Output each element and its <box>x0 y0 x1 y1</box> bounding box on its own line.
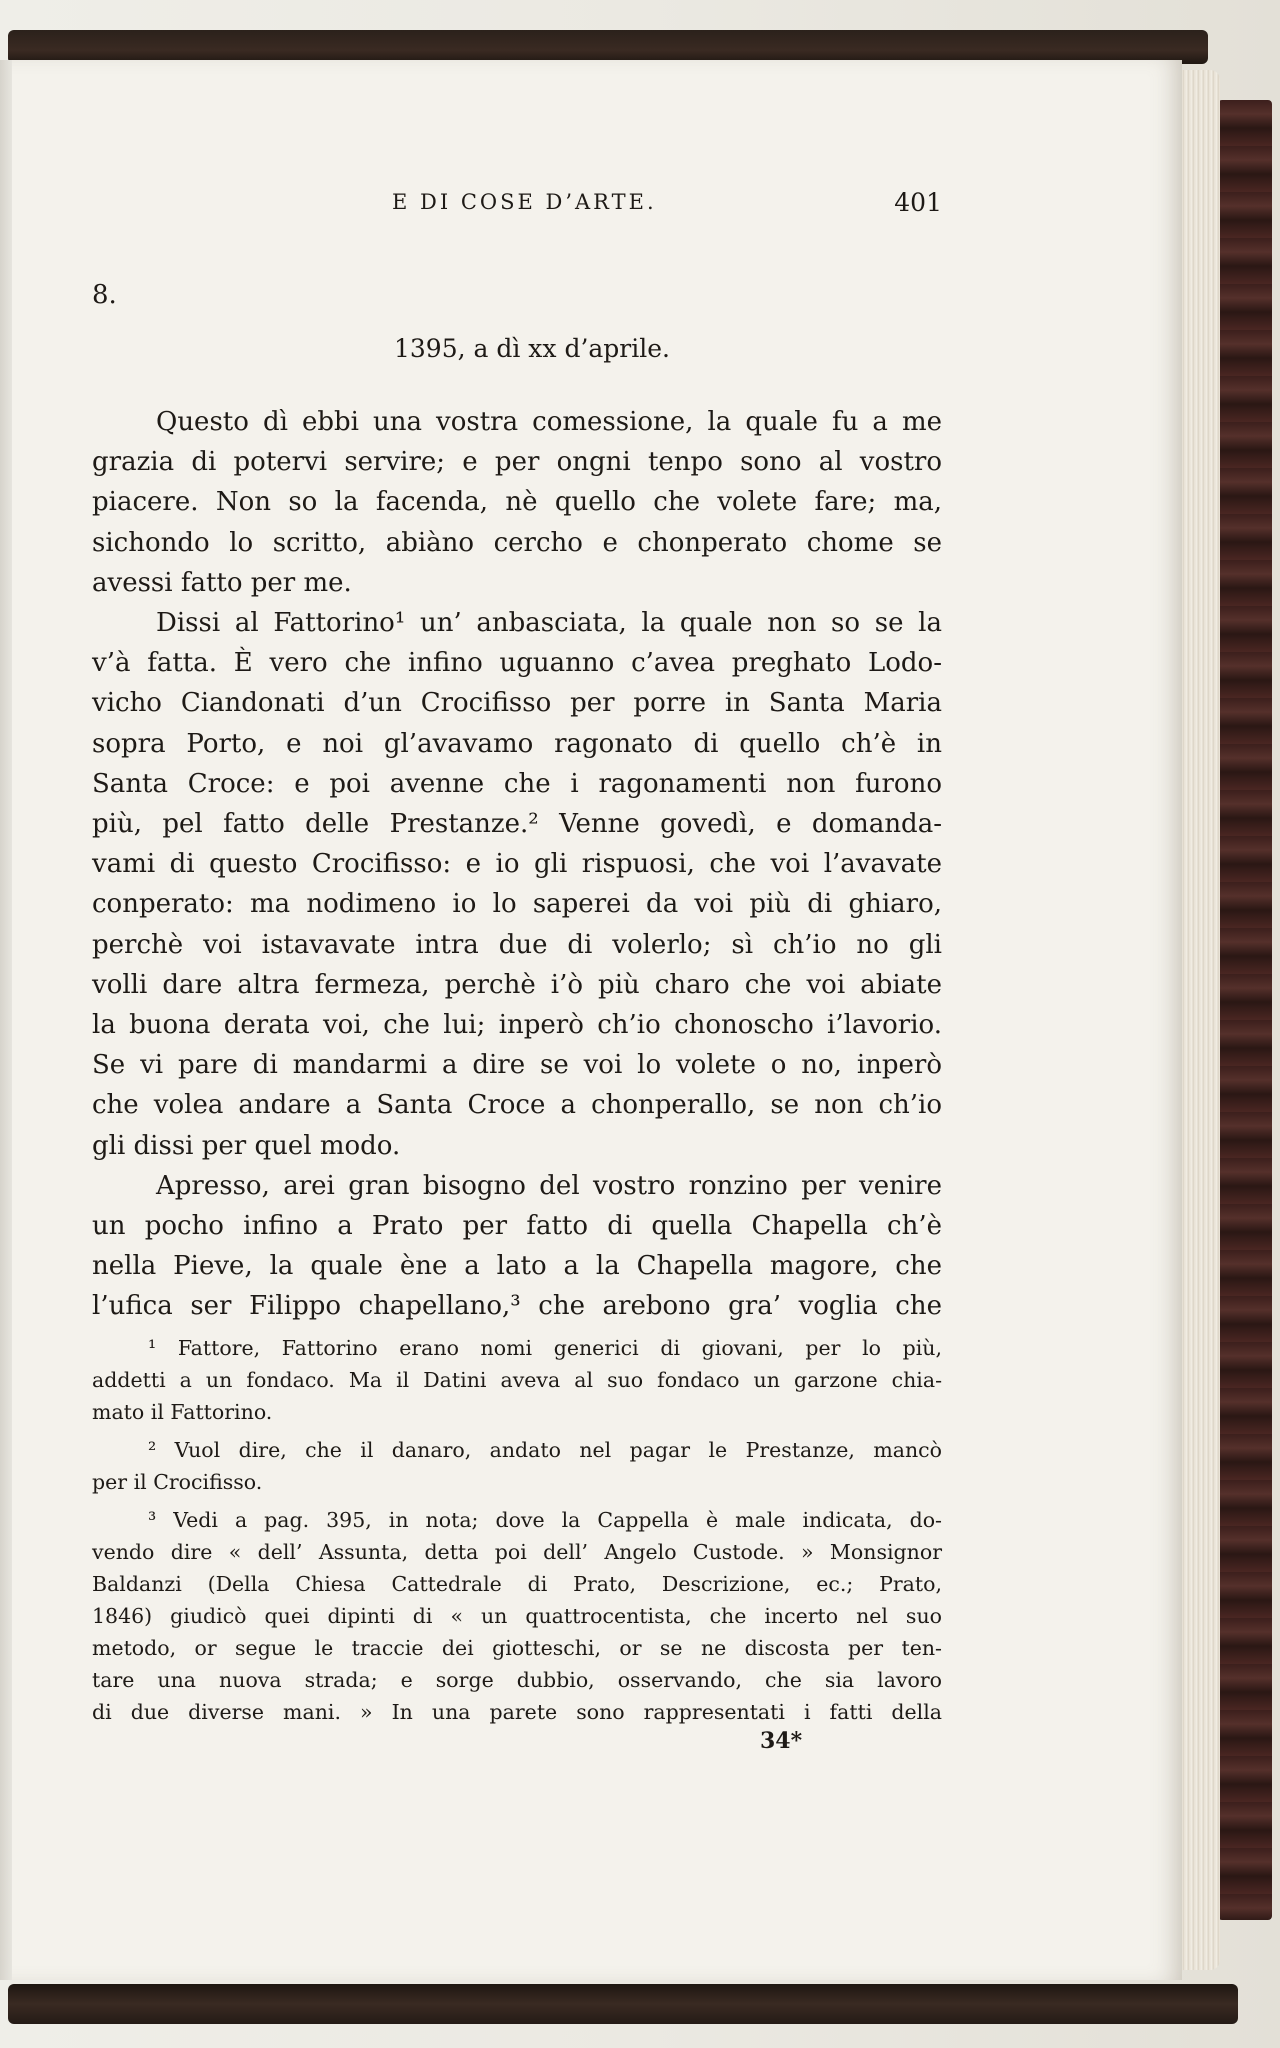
body-line: sichondo lo scritto, abiàno cercho e chonperato chome se <box>92 527 942 558</box>
document-number: 8. <box>92 280 117 310</box>
letter-body <box>92 402 942 1327</box>
footnote-1-line: mato il Fattorino. <box>92 1400 273 1424</box>
body-line: v’à fatta. È vero che infino uguanno c’avea preghato Lodo- <box>92 648 942 679</box>
book-binding-right <box>1218 100 1272 1920</box>
body-line: Se vi pare di mandarmi a dire se voi lo volete o no, inperò <box>92 1050 942 1081</box>
body-line: vicho Ciandonati d’un Crocifisso per porre in Santa Maria <box>92 688 942 719</box>
footnote-3-line: ³ Vedi a pag. 395, in nota; dove la Cappella è male indicata, do- <box>148 1508 942 1532</box>
footnotes <box>92 1332 942 1728</box>
footnote-3-line: vendo dire « dell’ Assunta, detta poi dell’ Angelo Custode. » Monsignor <box>92 1540 942 1564</box>
body-line: nella Pieve, la quale ène a lato a la Chapella magore, che <box>92 1251 942 1282</box>
body-line: l’ufica ser Filippo chapellano,³ che arebono gra’ voglia che <box>92 1291 942 1322</box>
body-line: sopra Porto, e noi gl’avavamo ragonato di quello ch’è in <box>92 728 942 759</box>
body-line: la buona derata voi, che lui; inperò ch’io chonoscho i’lavorio. <box>92 1010 942 1041</box>
page-header <box>92 190 942 230</box>
body-line: gli dissi per quel modo. <box>92 1130 401 1161</box>
body-line: piacere. Non so la facenda, nè quello che volete fare; ma, <box>92 487 942 518</box>
footnote-3-line: Baldanzi (Della Chiesa Cattedrale di Prato, Descrizione, ec.; Prato, <box>92 1572 942 1596</box>
body-line: Santa Croce: e poi avenne che i ragonamenti non furono <box>92 768 942 799</box>
body-line: volli dare altra fermeza, perchè i’ò più charo che voi abiate <box>92 969 942 1000</box>
footnote-1-line: ¹ Fattore, Fattorino erano nomi generici di giovani, per lo più, <box>148 1336 942 1360</box>
body-line: Apresso, arei gran bisogno del vostro ronzino per venire <box>156 1170 942 1201</box>
footnote-3-line: 1846) giudicò quei dipinti di « un quattrocentista, che incerto nel suo <box>92 1604 942 1628</box>
letter-date: 1395, a dì xx d’aprile. <box>393 334 670 363</box>
body-line: avessi fatto per me. <box>92 567 352 598</box>
page-number: 401 <box>894 188 942 217</box>
footnote-3-line: di due diverse mani. » In una parete sono rappresentati i fatti della <box>92 1700 942 1724</box>
body-line: vami di questo Crocifisso: e io gli rispuosi, che voi l’avavate <box>92 849 942 880</box>
footnote-2-line: ² Vuol dire, che il danaro, andato nel pagar le Prestanze, mancò <box>148 1438 942 1462</box>
footnote-2-line: per il Crocifisso. <box>92 1470 263 1494</box>
body-line: Dissi al Fattorino¹ un’ anbasciata, la quale non so se la <box>156 608 942 639</box>
body-line: conperato: ma nodimeno io lo saperei da voi più di ghiaro, <box>92 889 942 920</box>
body-line: grazia di potervi servire; e per ongni tenpo sono al vostro <box>92 447 942 478</box>
body-line: perchè voi istavavate intra due di volerlo; sì ch’io no gli <box>92 929 942 960</box>
body-line: più, pel fatto delle Prestanze.² Venne govedì, e domanda- <box>92 809 942 840</box>
signature-mark: 34* <box>760 1728 803 1754</box>
running-head: E DI COSE D’ARTE. <box>392 190 657 214</box>
footnote-1-line: addetti a un fondaco. Ma il Datini aveva al suo fondaco un garzone chia- <box>92 1368 942 1392</box>
book-binding-bottom <box>8 1984 1238 2024</box>
body-line: che volea andare a Santa Croce a chonperallo, se non ch’io <box>92 1090 942 1121</box>
body-line: un pocho infino a Prato per fatto di quella Chapella ch’è <box>92 1211 942 1242</box>
page-stack-edge <box>1180 70 1220 1970</box>
footnote-3-line: metodo, or segue le traccie dei giotteschi, or se ne discosta per ten- <box>92 1636 942 1660</box>
footnote-3-line: tare una nuova strada; e sorge dubbio, osservando, che sia lavoro <box>92 1668 942 1692</box>
book-binding-top <box>8 30 1208 64</box>
body-line: Questo dì ebbi una vostra comessione, la quale fu a me <box>156 407 942 437</box>
